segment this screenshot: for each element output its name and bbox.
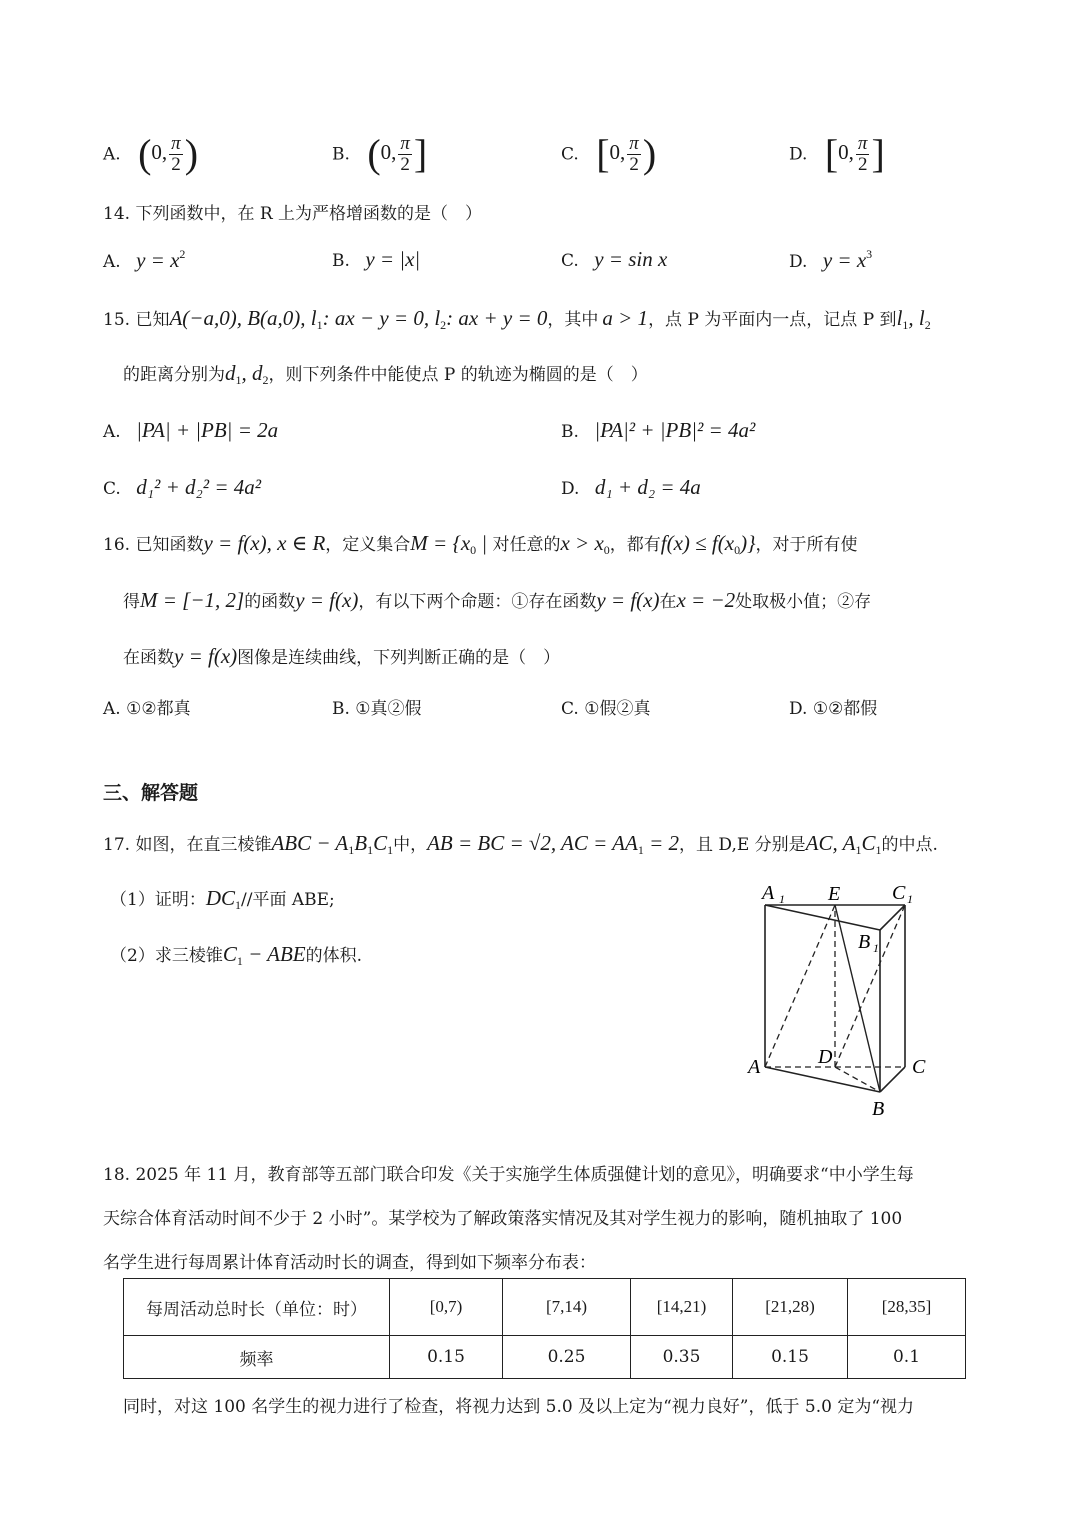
q16-line2: 得M = [−1, 2]的函数y = f(x)，有以下两个命题：①存在函数y = f(x)在x = −2处取极小值；②存: [123, 588, 872, 612]
edge-ae-hidden: [765, 905, 835, 1067]
edge-bc: [880, 1067, 905, 1092]
label-e: E: [828, 883, 841, 905]
q14-option-d: D. $y = x^3$: [789, 247, 873, 272]
table-value-cell: 0.35: [631, 1336, 733, 1379]
label-a1: A: [762, 882, 775, 904]
q17-part2: （2）求三棱锥$C_1$ − ABE的体积.: [110, 942, 363, 968]
q16-line3: 在函数y = f(x)图像是连续曲线，下列判断正确的是（ ）: [123, 644, 561, 668]
q16-option-b: B. ①真②假: [332, 699, 422, 719]
q13-option-c: C. [0, $\frac{\pi}{2}$ ): [561, 131, 657, 177]
edge-ab: [765, 1067, 880, 1092]
q16-option-d: D. ①②都假: [789, 699, 878, 719]
edge-a1b1: [765, 905, 880, 930]
q18-line4: 同时，对这 100 名学生的视力进行了检查，将视力达到 5.0 及以上定为“视力良好”，低于 5.0 定为“视力: [123, 1397, 915, 1417]
q13-option-b: B. (0, $\frac{\pi}{2}$ ]: [332, 131, 428, 177]
label-c1-sub: 1: [907, 892, 913, 906]
q16-line1: 16. 已知函数y = f(x), x ∈ R，定义集合$M = \{x_0$ | 对任意的$x > x_0$，都有$f(x) \le f(x_0)$}，对于所有使: [103, 531, 858, 557]
table-header-cell: 每周活动总时长（单位：时）: [124, 1279, 390, 1336]
q18-line2: 天综合体育活动时间不少于 2 小时”。某学校为了解政策落实情况及其对学生视力的影响，随机抽取了 100: [103, 1209, 903, 1229]
q16-option-c: C. ①假②真: [561, 699, 651, 719]
q16-option-a: A. ①②都真: [103, 699, 191, 719]
table-row: [124, 1279, 966, 1336]
table-interval-cell: [21,28): [733, 1279, 848, 1336]
q17-stem: 17. 如图，在直三棱锥ABC − $A_1B_1C_1$中，AB = BC = √2, AC = $AA_1 = 2$，且 D,E 分别是AC, $A_1C_1$的中点.: [103, 831, 938, 857]
frequency-table: [123, 1278, 966, 1379]
table-row-label: 频率: [124, 1336, 390, 1379]
label-c1: C: [892, 882, 906, 904]
edge-dc1-hidden: [835, 905, 905, 1067]
q18-line3: 名学生进行每周累计体育活动时长的调查，得到如下频率分布表：: [103, 1253, 596, 1273]
q13-option-a: A. (0, $\frac{\pi}{2}$ ): [103, 131, 199, 177]
q18-line1: 18. 2025 年 11 月，教育部等五部门联合印发《关于实施学生体质强健计划的意见》，明确要求“中小学生每: [103, 1165, 914, 1185]
q14-option-c: C. y = sin x: [561, 247, 668, 271]
table-interval-cell: [0,7): [390, 1279, 503, 1336]
table-interval-cell: [28,35]: [848, 1279, 966, 1336]
label-b1-sub: 1: [873, 941, 879, 955]
label-b: B: [872, 1098, 885, 1120]
table-interval-cell: [14,21): [631, 1279, 733, 1336]
table-value-cell: 0.1: [848, 1336, 966, 1379]
section-heading: 三、解答题: [103, 782, 199, 804]
label-b1: B: [858, 931, 871, 953]
table-value-cell: 0.15: [733, 1336, 848, 1379]
label-c: C: [912, 1056, 926, 1078]
label-a1-sub: 1: [779, 892, 785, 906]
q15-option-a: A. |PA| + |PB| = 2a: [103, 418, 279, 442]
q14-stem: 14. 下列函数中，在 R 上为严格增函数的是（ ）: [103, 204, 483, 224]
table-value-cell: 0.25: [503, 1336, 631, 1379]
q14-option-a: A. $y = x^2$: [103, 247, 186, 272]
q15-option-c: C. d₁² + d₂² = 4a²: [103, 475, 262, 499]
label-d: D: [818, 1046, 833, 1068]
table-row: [124, 1336, 966, 1379]
q15-option-d: D. d₁ + d₂ = 4a: [561, 475, 701, 499]
q15-line1: 15. 已知A(−a,0), B(a,0), $l_1$: ax − y = 0, $l_2$: ax + y = 0，其中 a > 1，点 P 为平面内一点，记点 P 到$l_1$, $l_2$: [103, 306, 931, 332]
table-value-cell: 0.15: [390, 1336, 503, 1379]
q15-line2: 的距离分别为$d_1$, $d_2$，则下列条件中能使点 P 的轨迹为椭圆的是（ ）: [123, 361, 648, 387]
q14-option-b: B. y = |x|: [332, 247, 421, 271]
label-a: A: [748, 1056, 761, 1078]
prism-figure: [740, 875, 940, 1120]
q15-option-b: B. |PA|² + |PB|² = 4a²: [561, 418, 756, 442]
edge-db-hidden: [835, 1067, 880, 1092]
q13-option-d: D. [0, $\frac{\pi}{2}$ ]: [789, 131, 885, 177]
q17-part1: （1）证明：$DC_1//$平面 ABE;: [110, 886, 335, 912]
edge-b1c1: [880, 905, 905, 930]
table-interval-cell: [7,14): [503, 1279, 631, 1336]
